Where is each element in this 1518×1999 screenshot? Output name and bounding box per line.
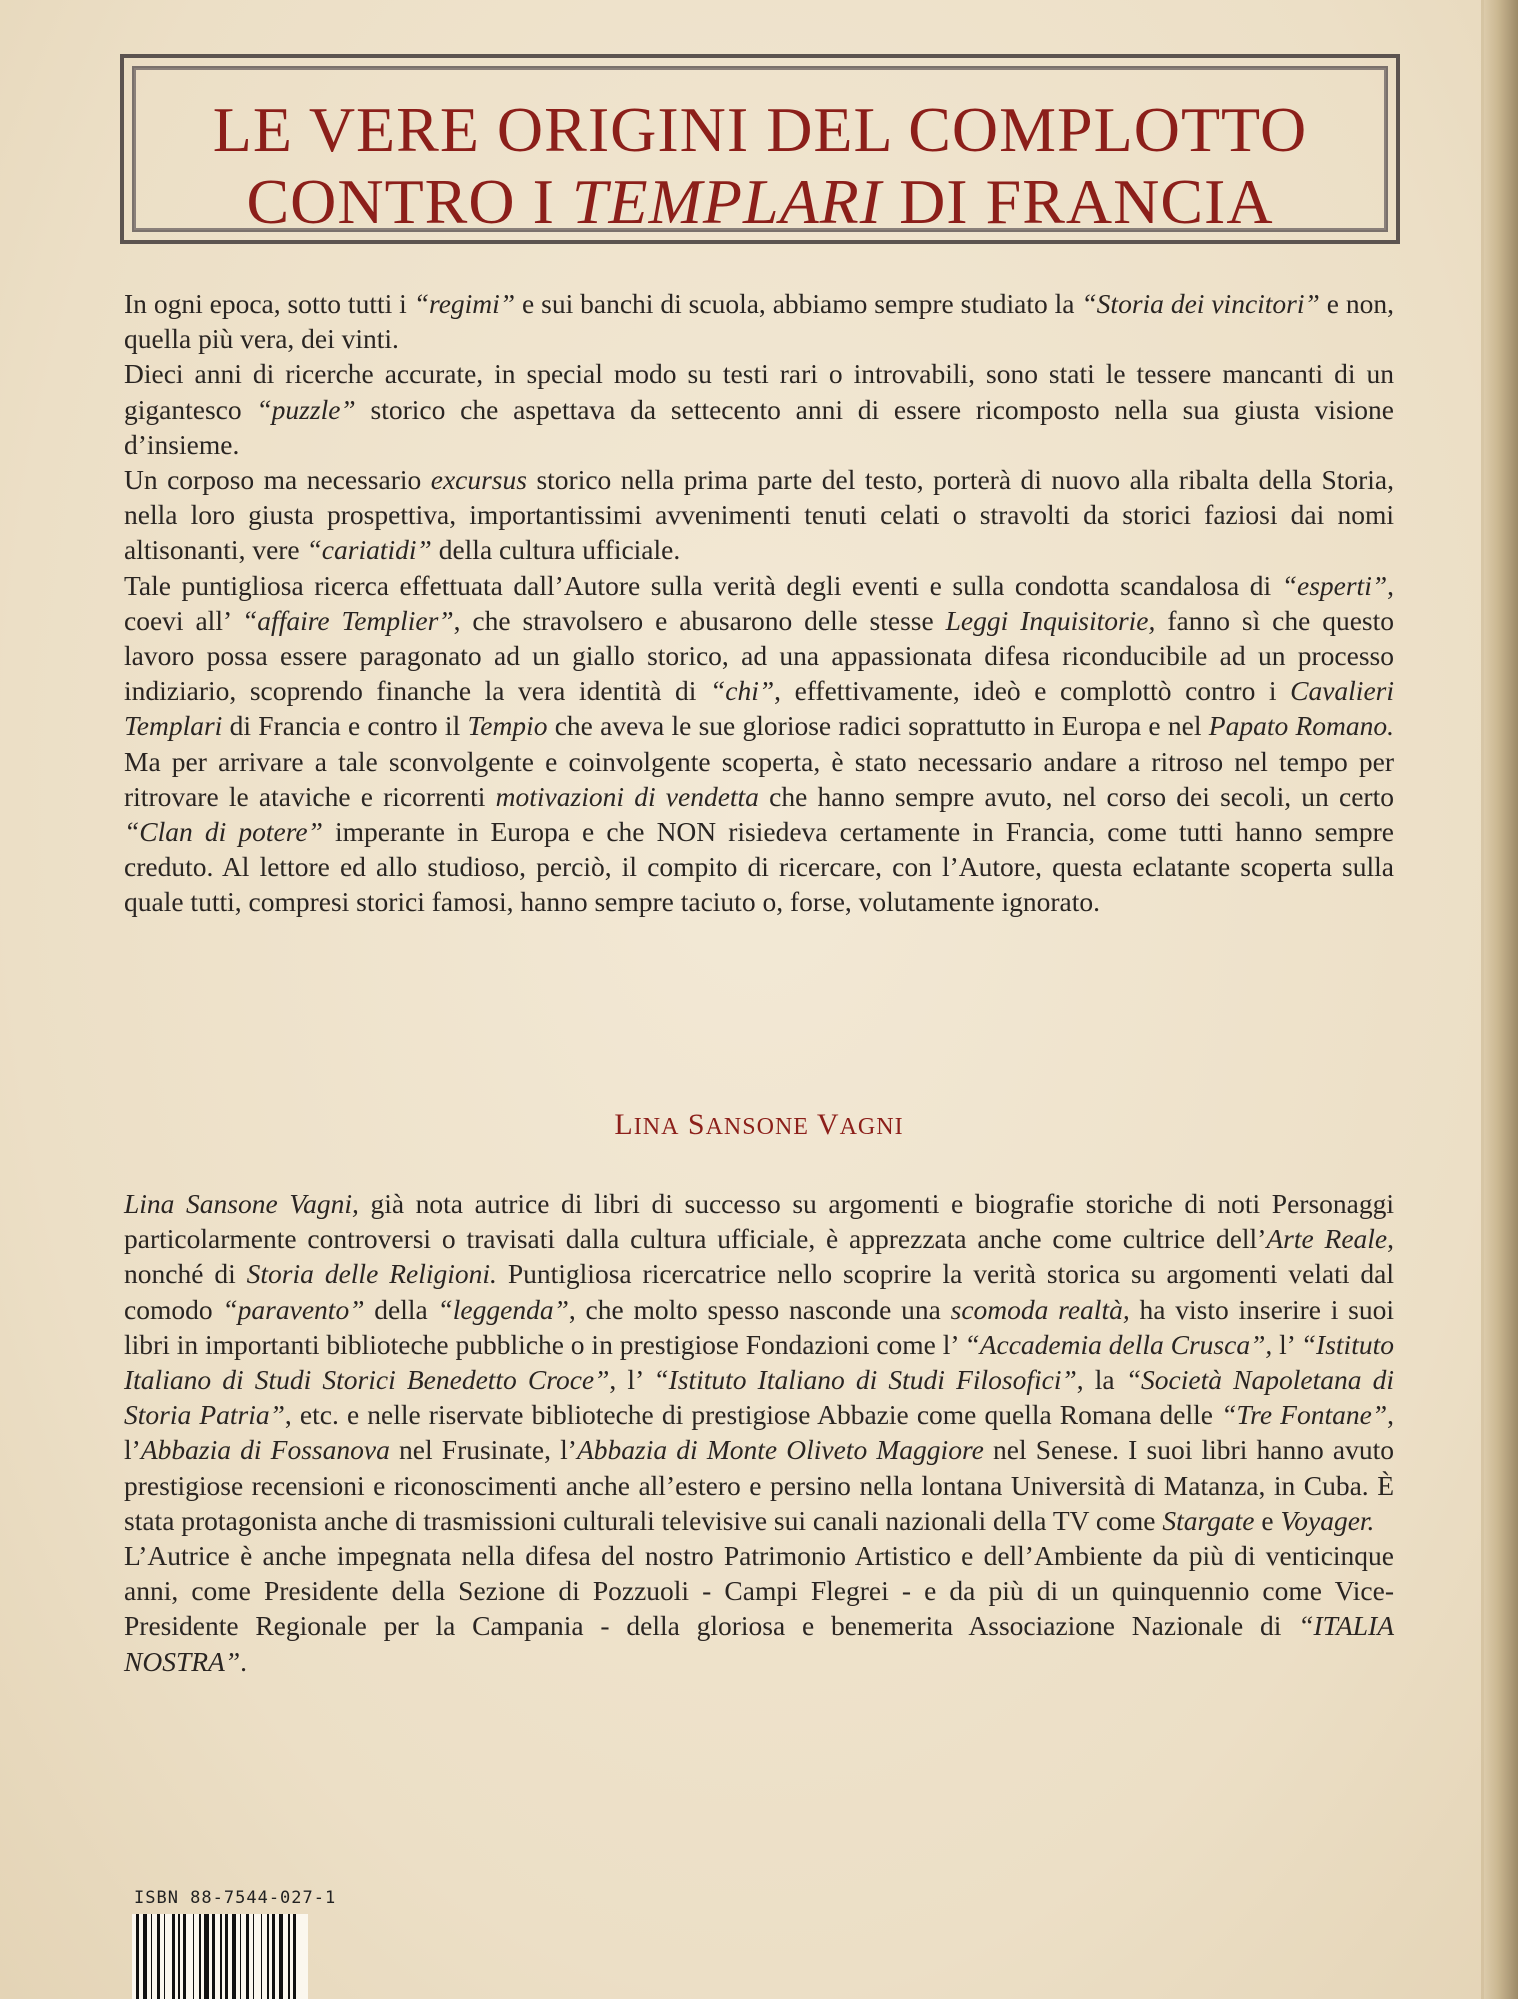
text-run: imperante in Europa e che NON risiedeva certamente in Francia, come tutti hanno sempre creduto. Al lettore ed allo studioso, perciò, il compito di ricercare, con l’Autore, questa eclatante scoperta sulla quale tutti, compresi storici famosi, hanno sempre taciuto o, forse, volutamente ignorato. — [124, 816, 1394, 918]
text-run: della — [364, 1293, 438, 1325]
text-run: ha visto inserire i suoi libri in importanti biblioteche pubbliche o in prestigiose Fondazioni come l’ — [124, 1293, 1395, 1360]
italic-run: Tempio — [467, 710, 548, 742]
text-run: che hanno sempre avuto, nel corso dei secoli, un certo — [758, 780, 1394, 812]
text-run: e non, quella più vera, dei vinti. — [124, 288, 1394, 355]
italic-run: excursus — [430, 464, 527, 496]
text-run: In ogni epoca, sotto tutti i — [124, 288, 414, 319]
barcode-bar — [240, 1914, 242, 1999]
text-run: . — [240, 1645, 248, 1677]
italic-run: “Istituto Italiano di Studi Filosofici” — [653, 1364, 1077, 1396]
barcode — [132, 1914, 308, 1999]
text-run: Dieci anni di ricerche accurate, in special modo su testi rari o introvabili, sono stati le tessere mancanti di un gigantesco — [124, 358, 1394, 425]
text-run: , che stravolsero e abusarono delle stesse — [453, 604, 946, 636]
text-run: Puntigliosa ricercatrice nello scoprire la verità storica su argomenti velati dal comodo — [124, 1258, 1394, 1325]
text-run: nel Frusinate, l’ — [389, 1434, 577, 1466]
italic-run: scomoda realtà, — [950, 1293, 1130, 1325]
italic-run: “paravento” — [222, 1293, 365, 1325]
barcode-bar — [143, 1914, 148, 1999]
isbn-number: ISBN 88-7544-027-1 — [134, 1888, 337, 1908]
barcode-bar — [232, 1914, 237, 1999]
italic-run: Stargate — [1162, 1504, 1255, 1536]
italic-run: “chi” — [709, 675, 775, 707]
title-line-2-pre: CONTRO I — [246, 166, 572, 237]
italic-run: “Storia dei vincitori” — [1081, 288, 1320, 319]
text-run: , la — [1076, 1364, 1126, 1396]
text-run: storico nella prima parte del testo, porterà di nuovo alla ribalta della Storia, nella loro giusta prospettiva, importantissimi avvenimenti tenuti celati o stravolti da storici faziosi dai nomi altisonanti, vere — [124, 464, 1395, 566]
title-frame — [120, 54, 1400, 244]
barcode-bar — [261, 1914, 263, 1999]
title-line-1: LE VERE ORIGINI DEL COMPLOTTO — [212, 94, 1308, 165]
barcode-bar — [193, 1914, 195, 1999]
italic-run: Voyager. — [1280, 1504, 1375, 1536]
author-bio-text — [124, 1186, 1394, 1679]
barcode-bar — [293, 1914, 296, 1999]
barcode-bar — [183, 1914, 186, 1999]
italic-run: “Accademia della Crusca”, — [964, 1328, 1273, 1360]
italic-run: “regimi” — [413, 288, 516, 319]
italic-run: Lina Sansone Vagni, — [124, 1188, 359, 1219]
italic-run: “Tre Fontane” — [1221, 1399, 1388, 1431]
italic-run: motivazioni di vendetta — [495, 780, 759, 812]
italic-run: Storia delle Religioni. — [246, 1258, 497, 1290]
text-run: nel Senese. I suoi libri hanno avuto prestigiose recensioni e riconoscimenti anche all’estero e persino nella lontana Università di Matanza, in Cuba. È stata protagonista anche di trasmissioni culturali televisive sui canali nazionali della TV come — [124, 1434, 1394, 1536]
text-run: L’Autrice è anche impegnata nella difesa del nostro Patrimonio Artistico e dell’Ambiente da più di venticinque anni, come Presidente della Sezione di Pozzuoli - Campi Flegrei - e da più di un quinquennio come Vice-Presidente Regionale per la Campania - della gloriosa e benemerita Associazione Nazionale di — [124, 1540, 1394, 1642]
cover-edge — [1484, 0, 1518, 1999]
text-run: della cultura ufficiale. — [431, 534, 681, 566]
italic-run: Leggi Inquisitorie, — [945, 604, 1156, 636]
text-run: storico che aspettava da settecento anni di essere ricomposto nella sua giusta visione d’insieme. — [124, 393, 1394, 460]
barcode-bar — [246, 1914, 249, 1999]
italic-run: Papato Romano. — [1208, 710, 1394, 742]
italic-run: “Istituto Italiano di Studi Storici Benedetto Croce” — [124, 1328, 1394, 1396]
barcode-bar — [267, 1914, 269, 1999]
barcode-bar — [220, 1914, 222, 1999]
barcode-bar — [164, 1914, 166, 1999]
italic-run: Arte Reale — [1266, 1223, 1388, 1255]
author-rest-2: ANSONE — [705, 1114, 809, 1140]
text-run: , coevi all’ — [124, 569, 1394, 636]
barcode-bar — [178, 1914, 180, 1999]
barcode-bar — [204, 1914, 209, 1999]
author-initial-1: L — [614, 1108, 634, 1141]
italic-run: “puzzle” — [256, 393, 356, 425]
barcode-bar — [279, 1914, 284, 1999]
text-run: , effettivamente, ideò e complottò contro i — [774, 675, 1291, 707]
italic-run: Cavalieri Templari — [124, 675, 1394, 742]
intro-text — [124, 286, 1394, 920]
barcode-bar — [151, 1914, 153, 1999]
italic-run: “Clan di potere” — [124, 816, 323, 848]
author-heading — [0, 1108, 1518, 1142]
text-run: , l’ — [609, 1364, 654, 1396]
italic-run: “Società Napoletana di Storia Patria” — [124, 1364, 1394, 1431]
italic-run: Abbazia di Monte Oliveto Maggiore — [576, 1434, 984, 1466]
text-run: che aveva le sue gloriose radici soprattutto in Europa e nel — [547, 710, 1209, 742]
title-line-2-italic: TEMPLARI — [571, 166, 883, 237]
text-run: e sui banchi di scuola, abbiamo sempre studiato la — [515, 288, 1082, 319]
barcode-bar — [199, 1914, 201, 1999]
barcode-bar — [136, 1914, 139, 1999]
text-run: , nonché di — [124, 1223, 1394, 1290]
text-run: Un corposo ma necessario — [124, 464, 431, 496]
italic-run: “esperti” — [1281, 569, 1388, 601]
author-rest-3: AGNI — [839, 1114, 904, 1140]
text-run: , che molto spesso nasconde una — [568, 1293, 951, 1325]
author-initial-3: V — [816, 1108, 840, 1141]
text-run: Tale puntigliosa ricerca effettuata dall’Autore sulla verità degli eventi e sulla condotta scandalosa di — [124, 569, 1282, 601]
text-run: già nota autrice di libri di successo su argomenti e biografie storiche di noti Personaggi particolarmente controversi o travisati dalla cultura ufficiale, è apprezzata anche come cultrice dell’ — [124, 1188, 1395, 1255]
title-line-2-post: DI FRANCIA — [882, 166, 1274, 237]
text-run: , l’ — [124, 1399, 1394, 1466]
barcode-bar — [272, 1914, 275, 1999]
barcode-bar — [225, 1914, 228, 1999]
text-run: l’ — [1272, 1328, 1301, 1360]
text-run: , etc. e nelle riservate biblioteche di prestigiose Abbazie come quella Romana delle — [284, 1399, 1222, 1431]
italic-run: “cariatidi” — [306, 534, 432, 566]
author-initial-2: S — [687, 1108, 706, 1141]
barcode-bar — [212, 1914, 215, 1999]
italic-run: “ITALIA NOSTRA” — [124, 1610, 1394, 1677]
author-rest-1: INA — [633, 1114, 680, 1140]
barcode-bar — [172, 1914, 175, 1999]
text-run: e — [1254, 1504, 1281, 1536]
italic-run: “affaire Templier” — [242, 604, 454, 636]
barcode-bar — [253, 1914, 255, 1999]
text-run: Ma per arrivare a tale sconvolgente e coinvolgente scoperta, è stato necessario andare a ritroso nel tempo per ritrovare le ataviche e ricorrenti — [124, 745, 1394, 812]
text-run: di Francia e contro il — [222, 710, 468, 742]
italic-run: “leggenda” — [437, 1293, 569, 1325]
barcode-bar — [288, 1914, 290, 1999]
italic-run: Abbazia di Fossanova — [140, 1434, 390, 1466]
barcode-bar — [157, 1914, 160, 1999]
text-run: fanno sì che questo lavoro possa essere paragonato ad un giallo storico, ad una appassionata difesa riconducibile ad un processo indiziario, scoprendo finanche la vera identità di — [124, 604, 1395, 707]
title-line-2 — [124, 166, 1396, 237]
